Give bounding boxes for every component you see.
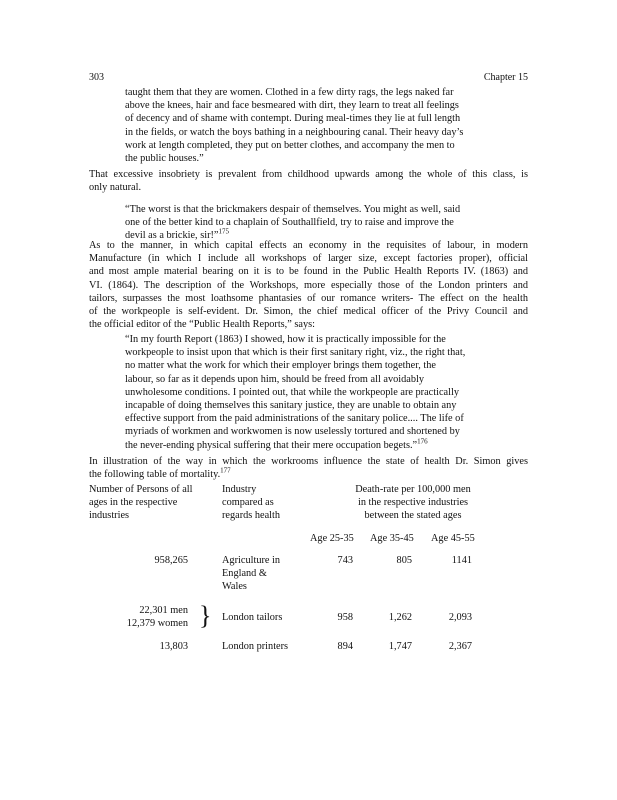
table-cell-industry: London tailors: [222, 612, 283, 623]
brace-icon: }: [199, 601, 212, 630]
quote-line: of decency and of shame with contempt. During meal-times they lie at full length: [125, 113, 461, 125]
header-line: ages in the respective: [89, 497, 178, 509]
table-cell-industry: [222, 554, 280, 594]
persons-line: 12,379 women: [126, 618, 188, 630]
quote-line: work at length completed, they put on better clothes, and accompany the men to: [125, 139, 455, 151]
paragraph-text: the following table of mortality.: [89, 469, 221, 481]
table-header-industry: [222, 483, 280, 523]
quote-line: effective support from the paid administrations of the sanitary police.... The life of: [125, 413, 464, 425]
quote-line: “The worst is that the brickmakers despair of themselves. You might as well, said: [125, 204, 461, 215]
header-line: industries: [89, 510, 130, 522]
header-line: regards health: [222, 510, 281, 522]
table-header-persons: [89, 483, 193, 523]
industry-line: England &: [222, 568, 267, 580]
quote-line: above the knees, hair and face besmeared with dirt, they learn to treat all feelings: [125, 100, 459, 112]
table-cell-persons: 958,265: [154, 555, 188, 566]
paragraph-line: Manufacture (in which I include all workshops of larger size, except factories proper), official: [89, 253, 528, 265]
industry-line: Agriculture in: [222, 555, 281, 566]
paragraph-3: [89, 455, 528, 481]
persons-line: 22,301 men: [139, 605, 188, 616]
age-column-header: Age 45-55: [431, 533, 475, 544]
paragraph-line: That excessive insobriety is prevalent from childhood upwards among the whole of this class, is: [89, 169, 528, 180]
quote-line: labour, so far as it depends upon him, should be freed from all avoidably: [125, 373, 424, 385]
footnote-marker: 177: [220, 466, 231, 475]
paragraph-line: the official editor of the “Public Health Reports,” says:: [89, 319, 315, 331]
header-line: compared as: [222, 497, 274, 509]
header-line: in the respective industries: [357, 497, 469, 509]
quote-line: “In my fourth Report (1863) I showed, how it is practically impossible for the: [125, 334, 446, 345]
quote-line: one of the better kind to a chaplain of Southallfield, try to raise and improve the: [125, 217, 454, 229]
paragraph-line: [89, 468, 528, 481]
paragraph-line: of the workpeople is self-evident. Dr. Simon, the chief medical officer of the Privy Council and: [89, 306, 528, 318]
quote-line: in the fields, or watch the boys bathing in a neighbouring canal. Their heavy day’s: [125, 126, 464, 138]
quote-2: [125, 203, 505, 243]
paragraph-line: tailors, surpasses the most loathsome phantasies of our romance writers- The effect on the health: [89, 292, 528, 304]
quote-line: unwholesome conditions. I pointed out, that while the workpeople are practically: [125, 386, 459, 398]
chapter-title: Chapter 15: [483, 72, 528, 83]
age-column-header: Age 25-35: [310, 533, 354, 544]
table-cell-rate: 1141: [451, 555, 472, 566]
footnote-marker: 176: [417, 437, 428, 446]
table-cell-rate: 1,262: [388, 612, 412, 623]
quote-line: taught them that they are women. Clothed in a few dirty rags, the legs naked far: [125, 87, 454, 98]
header-line: Death-rate per 100,000 men: [355, 484, 471, 495]
table-cell-rate: 1,747: [388, 641, 412, 652]
table-cell-rate: 805: [396, 555, 412, 566]
table-cell-rate: 2,093: [448, 612, 472, 623]
industry-line: Wales: [222, 581, 247, 593]
paragraph-2: [89, 239, 528, 331]
table-cell-persons: [89, 604, 188, 630]
quote-line: myriads of workmen and workwomen is now uselessly tortured and shortened by: [125, 426, 460, 438]
paragraph-1: [89, 168, 528, 194]
table-cell-rate: 894: [337, 641, 353, 652]
paragraph-line: VI. (1864). The description of the Workshops, more especially those of the London printers and: [89, 279, 528, 291]
table-cell-rate: 958: [337, 612, 353, 623]
table-header-death-rate: [320, 483, 506, 523]
table-cell-industry: London printers: [222, 641, 289, 652]
quote-line: the public houses.”: [125, 153, 204, 165]
quote-line: no matter what the work for which their employer brings them together, the: [125, 360, 436, 372]
footnote-marker: 175: [218, 227, 229, 236]
header-line: Industry: [222, 484, 257, 495]
paragraph-line: only natural.: [89, 182, 142, 194]
quote-text: devil as a brickie, sir!”: [125, 230, 219, 242]
quote-line: incapable of doing themselves this sanitary justice, they are unable to obtain any: [125, 400, 457, 412]
quote-3: [125, 333, 505, 452]
paragraph-line: In illustration of the way in which the workrooms influence the state of health Dr. Simon gives: [89, 456, 528, 467]
table-cell-persons: 13,803: [159, 641, 188, 652]
header-line: between the stated ages: [364, 510, 462, 522]
table-cell-rate: 2,367: [448, 641, 472, 652]
quote-line: workpeople to insist upon that which is their first sanitary right, viz., the right that,: [125, 347, 466, 359]
header-line: Number of Persons of all: [89, 484, 193, 495]
page-number: 303: [89, 72, 104, 83]
quote-text: the never-ending physical suffering that their mere occupation begets.”: [125, 439, 418, 451]
quote-line: [125, 439, 505, 452]
paragraph-line: As to the manner, in which capital effects an economy in the requisites of labour, in modern: [89, 240, 528, 251]
quote-1: [125, 86, 505, 165]
age-column-header: Age 35-45: [370, 533, 414, 544]
table-cell-rate: 743: [337, 555, 353, 566]
paragraph-line: and most ample material bearing on it is to be found in the Public Health Reports IV. (1863) and: [89, 266, 528, 278]
